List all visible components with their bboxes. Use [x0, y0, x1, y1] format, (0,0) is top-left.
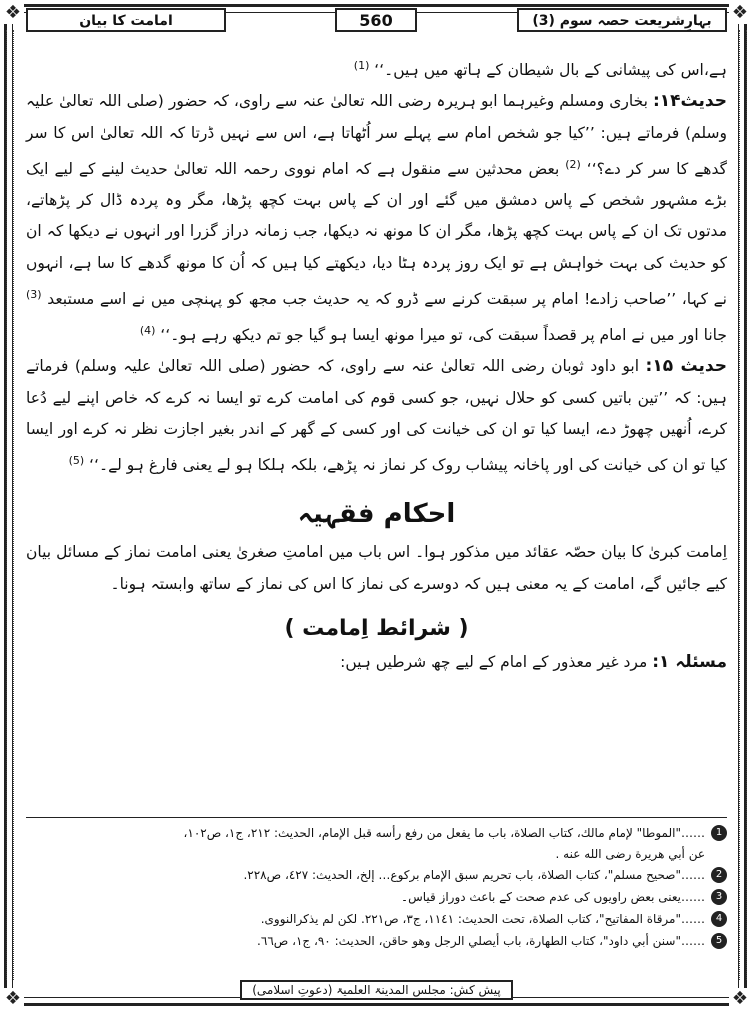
footnote-item — [26, 822, 727, 844]
footnote-ref: (3) — [26, 287, 42, 301]
page-footer — [0, 979, 753, 1000]
left-vine-border — [6, 30, 14, 980]
footnotes — [26, 817, 727, 952]
footnote-ref: (5) — [68, 454, 85, 468]
footnote-number: 5 — [711, 933, 727, 949]
footnote-number: 2 — [711, 867, 727, 883]
footnote-text: ……"سنن أبي داود"، كتاب الطهارة، باب أيصلي الرجل وهو حاقن، الحديث: ٩٠، ج١، ص٦٦. — [257, 934, 705, 948]
footnote-number: 3 — [711, 889, 727, 905]
corner-ornament-icon: ❖ — [2, 988, 24, 1010]
publisher-label: پیش کش: مجلس المدینۃ العلمیۃ (دعوتِ اسلامی) — [240, 980, 513, 1000]
hadith-14: حدیث۱۴: بخاری ومسلم وغیرہما ابو ہریرہ رضی اللہ تعالیٰ عنہ سے راوی، کہ حضور (صلی اللہ تعالیٰ علیہ وسلم) فرماتے ہیں: ’’کیا جو شخص امام سے پہلے سر اُٹھاتا ہے، اس سے نہیں ڈرتا کہ اللہ تعالیٰ اس کا سر گدھے کا سر کر دے؟‘‘ $^{(2)}$ بعض محدثین سے منقول ہے کہ امام نووی رحمہ اللہ تعالیٰ حدیث لینے کے لیے ایک بڑے مشہور شخص کے پاس دمشق میں گئے اور ان کے پاس بہت کچھ پڑھا، مگر وہ پردہ ڈال کر پڑھاتے، مدتوں تک ان کے پاس بہت کچھ پڑھا، مگر ان کا مونھ نہ دیکھا، جب زمانہ دراز گزرا اور انہوں نے دیکھا کہ ان کو حدیث کی بہت خواہش ہے تو ایک روز پردہ ہٹا دیا، دیکھتے کیا ہیں کہ اُن کا مونھ گدھے کا سا ہے، انہوں نے کہا، ’’صاحب زادے! امام پر سبقت کرنے سے ڈرو کہ یہ حدیث جب مجھ کو پہنچی میں نے اسے مستبعد $^{(3)}$ جانا اور میں نے امام پر قصداً سبقت کی، تو میرا مونھ ایسا ہو گیا جو تم دیکھ رہے ہو۔‘‘ $^{(4)}$ — [26, 91, 727, 345]
footnote-number: 4 — [711, 911, 727, 927]
section-paragraph: اِمامت کبریٰ کا بیان حصّہ عقائد میں مذکور ہوا۔ اس باب میں امامتِ صغریٰ یعنی امامت نماز کے مسائل بیان کیے جائیں گے، امامت کے یہ معنی ہیں کہ دوسرے کی نماز کا اس کی نماز کے ساتھ وابستہ ہونا۔ — [26, 543, 727, 593]
footnote-continuation: عن أبي هريرة رضى الله عنه . — [555, 847, 705, 861]
footnote-text: ……"الموطا" لإمام مالك، كتاب الصلاة، باب ما يفعل من رفع رأسه قبل الإمام، الحديث: ٢١٢، ج١، ص١٠٢، — [183, 826, 705, 840]
footnote-ref: (1) — [353, 59, 370, 72]
footnote-text: ……"مرقاة المفاتيح"، كتاب الصلاة، تحت الحديث: ١١٤١، ج٣، ص٢٢١. لكن لم يذكرالنووى. — [260, 912, 705, 926]
footnote-item — [26, 864, 727, 886]
footnote-number: 1 — [711, 825, 727, 841]
page-header — [18, 6, 735, 34]
footnote-ref: (2) — [565, 157, 581, 171]
paragraph: ہے،اس کی پیشانی کے بال شیطان کے ہاتھ میں ہیں۔‘‘ $^{(1)}$ — [353, 59, 727, 80]
hadith-label: حدیث۱۴: — [652, 91, 727, 112]
footnote-item — [26, 908, 727, 930]
masala-label: مسئلہ ۱: — [652, 651, 727, 672]
hadith-15: حدیث ۱۵: ابو داود ثوبان رضی اللہ تعالیٰ عنہ سے راوی، کہ حضور (صلی اللہ تعالیٰ علیہ وسلم) فرماتے ہیں: کہ ’’تین باتیں کسی کو حلال نہیں، جو کسی قوم کی امامت کرے تو ایسا نہ کرے کہ خاص اپنے لیے دُعا کرے، اُنھیں چھوڑ دے، ایسا کیا تو ان کی خیانت کی اور کسی کے گھر کے اندر بغیر اجازت نظر نہ کرے اور ایسا کیا تو ان کی خیانت کی اور پاخانہ پیشاب روک کر نماز نہ پڑھے، بلکہ ہلکا ہو لے یعنی فارغ ہو لے۔‘‘ $^{(5)}$ — [26, 356, 727, 475]
corner-ornament-icon: ❖ — [2, 2, 24, 24]
masala: مسئلہ ۱: مرد غیر معذور کے امام کے لیے چھ شرطیں ہیں: — [340, 651, 727, 672]
chapter-title: امامت کا بیان — [26, 8, 226, 32]
subsection-title: ( شرائط اِمامت ) — [284, 615, 469, 641]
page-number: 560 — [335, 8, 417, 32]
footnote-item — [26, 930, 727, 952]
running-title: بہارِشریعت حصہ سوم (3) — [517, 8, 727, 32]
hadith-label: حدیث ۱۵: — [645, 356, 727, 377]
section-title: احکام فقہیہ — [297, 499, 456, 530]
footnote-text: ……یعنی بعض راویوں کی عدم صحت کے باعث دوراز قیاس۔ — [401, 890, 705, 904]
corner-ornament-icon: ❖ — [729, 2, 751, 24]
footnote-text: ……"صحيح مسلم"، كتاب الصلاة، باب تحريم سبق الإمام بركوع… إلخ، الحديث: ٤٢٧، ص٢٢٨. — [243, 868, 705, 882]
corner-ornament-icon: ❖ — [729, 988, 751, 1010]
main-text — [26, 50, 727, 678]
footnote-item — [26, 886, 727, 908]
footnote-ref: (4) — [139, 324, 156, 338]
right-vine-border — [739, 30, 747, 980]
